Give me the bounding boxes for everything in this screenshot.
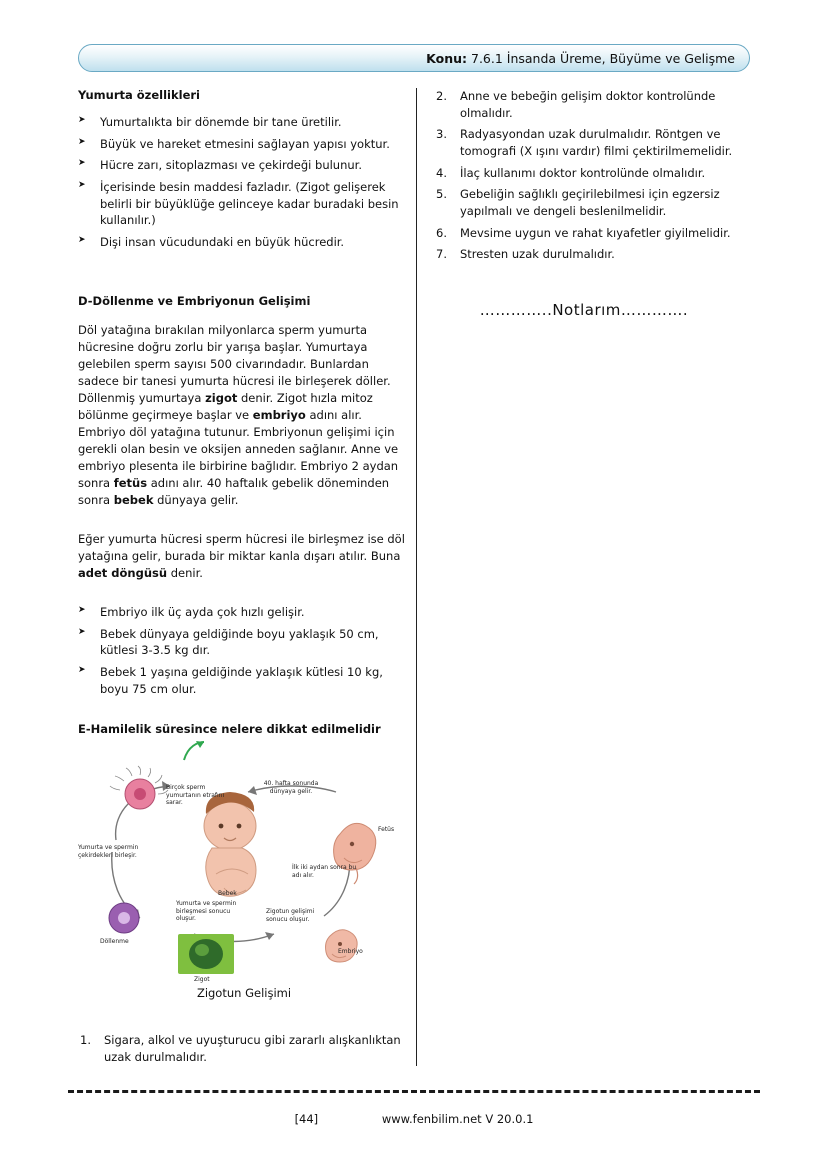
section-title-yumurta: Yumurta özellikleri: [78, 88, 201, 102]
figure-label-dollenme: Döllenme: [100, 938, 129, 946]
text-bold-adet-dongusu: adet döngüsü: [78, 565, 168, 580]
list-item: ➤ Dişi insan vücudundaki en büyük hücredir.: [78, 234, 410, 251]
text-run: adını alır. 40 haftalık gebelik döneminden sonra: [78, 475, 390, 507]
figure-label-cekirdek-birlesir: Yumurta ve spermin çekirdekleri birleşir.: [78, 844, 139, 859]
figure-label-fetus: Fetüs: [378, 826, 395, 834]
list-item: ➤ Büyük ve hareket etmesini sağlayan yapısı yoktur.: [78, 136, 410, 153]
zigot-gelisimi-figure: [78, 748, 410, 1001]
list-item: Mevsime uygun ve rahat kıyafetler giyilmelidir.: [460, 225, 731, 240]
fertilization-icon: [109, 903, 139, 933]
green-arrow-icon: [182, 740, 206, 762]
list-item: ➤ Bebek 1 yaşına geldiğinde yaklaşık kütlesi 10 kg, boyu 75 cm olur.: [78, 664, 410, 697]
figure-label-embriyo: Embriyo: [338, 948, 363, 956]
text-run: denir. Zigot hızla mitoz bölünme geçirmeye başlar ve: [78, 390, 373, 422]
figure-label-zigot-gelisimi: Zigotun gelişimi sonucu oluşur.: [266, 908, 315, 923]
topic-header-bar: [78, 44, 750, 72]
paragraph-dollenme: [78, 322, 410, 509]
list-item: İlaç kullanımı doktor kontrolünde olmalıdır.: [460, 165, 706, 180]
topic-header-text: [426, 51, 735, 66]
topic-label: Konu:: [426, 51, 468, 66]
text-run: dünyaya gelir.: [153, 492, 239, 507]
zygote-icon: [178, 934, 234, 974]
figure-label-ilk-iki-ay: İlk iki aydan sonra bu adı alır.: [292, 864, 357, 879]
figure-label-zigot: Zigot: [194, 976, 210, 984]
page-number: [44]: [294, 1112, 319, 1126]
text-bold-embriyo: embriyo: [252, 407, 306, 422]
text-run: Eğer yumurta hücresi sperm hücresi ile birleşmez ise döl yatağına gelir, burada bir miktar kanla dışarı atılır. Buna: [78, 531, 405, 563]
list-item: Stresten uzak durulmalıdır.: [460, 247, 615, 262]
section-title-hamilelik: E-Hamilelik süresince nelere dikkat edilmelidir: [78, 722, 381, 737]
figure-caption: Zigotun Gelişimi: [196, 986, 292, 1001]
figure-label-bebek: Bebek: [218, 890, 237, 898]
hamilelik-list-start: [78, 1032, 410, 1065]
figure-label-sperm-surround: Birçok sperm yumurtanın etrafını sarar.: [166, 784, 225, 807]
yumurta-ozellikleri-list: [78, 114, 410, 251]
text-bold-fetus: fetüs: [113, 475, 148, 490]
list-item: ➤ Embriyo ilk üç ayda çok hızlı gelişir.: [78, 604, 410, 621]
right-column: [434, 88, 752, 319]
text-run: Döl yatağına bırakılan milyonlarca sperm yumurta hücresine doğru zorlu bir yarışa başlar. Yumurtaya gelebilen sperm sayısı 500 civarındadır. Bunlardan sadece bir tanesi yumurta hücresi ile birleşerek döller. Döllenmiş yumurtaya: [78, 322, 391, 405]
hamilelik-list-continued: [434, 88, 752, 263]
text-bold-bebek: bebek: [113, 492, 154, 507]
list-item: Anne ve bebeğin gelişim doktor kontrolünde olmalıdır.: [460, 89, 716, 120]
figure-label-birlesme-sonucu: Yumurta ve spermin birleşmesi sonucu oluşur.: [176, 900, 237, 923]
list-item: Radyasyondan uzak durulmalıdır. Röntgen ve tomografi (X ışını vardır) filmi çektirilmemelidir.: [460, 127, 733, 159]
list-item: Gebeliğin sağlıklı geçirilebilmesi için egzersiz yapılmalı ve dengeli beslenilmelidir.: [460, 187, 720, 219]
gelisim-bilgileri-list: [78, 604, 410, 697]
section-title-dollenme: D-Döllenme ve Embriyonun Gelişimi: [78, 293, 311, 308]
footer-divider: [68, 1090, 760, 1093]
notes-title: …………..Notlarım………….: [479, 301, 689, 320]
list-item: ➤ Yumurtalıkta bir dönemde bir tane üretilir.: [78, 114, 410, 131]
site-url: www.fenbilim.net V 20.0.1: [381, 1112, 534, 1126]
text-bold-zigot: zigot: [205, 390, 238, 405]
list-item: ➤ Hücre zarı, sitoplazması ve çekirdeği bulunur.: [78, 157, 410, 174]
column-divider: [416, 88, 417, 1066]
text-run: denir.: [167, 565, 203, 580]
list-item: ➤ Bebek dünyaya geldiğinde boyu yaklaşık 50 cm, kütlesi 3-3.5 kg dır.: [78, 626, 410, 659]
list-item: Sigara, alkol ve uyuşturucu gibi zararlı alışkanlıktan uzak durulmalıdır.: [104, 1033, 401, 1064]
text-run: adını alır. Embriyo döl yatağına tutunur. Embriyonun gelişimi için gerekli olan besin ve oksijen anneden sağlanır. Anne ve embriyo plesenta ile birbirine bağlıdır. Embriyo 2 aydan sonra: [78, 407, 399, 490]
baby-icon: [204, 792, 256, 896]
left-column: [78, 88, 410, 1001]
page-footer: [0, 1112, 828, 1126]
topic-title: 7.6.1 İnsanda Üreme, Büyüme ve Gelişme: [471, 51, 735, 66]
embryo-icon: [326, 930, 358, 962]
figure-label-40hafta: 40. hafta sonunda dünyaya gelir.: [263, 780, 319, 795]
list-item: ➤ İçerisinde besin maddesi fazladır. (Zigot gelişerek belirli bir büyüklüğe gelinceye kadar buradaki besin kullanılır.): [78, 179, 410, 229]
left-bottom-list: [78, 1032, 410, 1070]
paragraph-adet-dongusu: [78, 531, 410, 582]
